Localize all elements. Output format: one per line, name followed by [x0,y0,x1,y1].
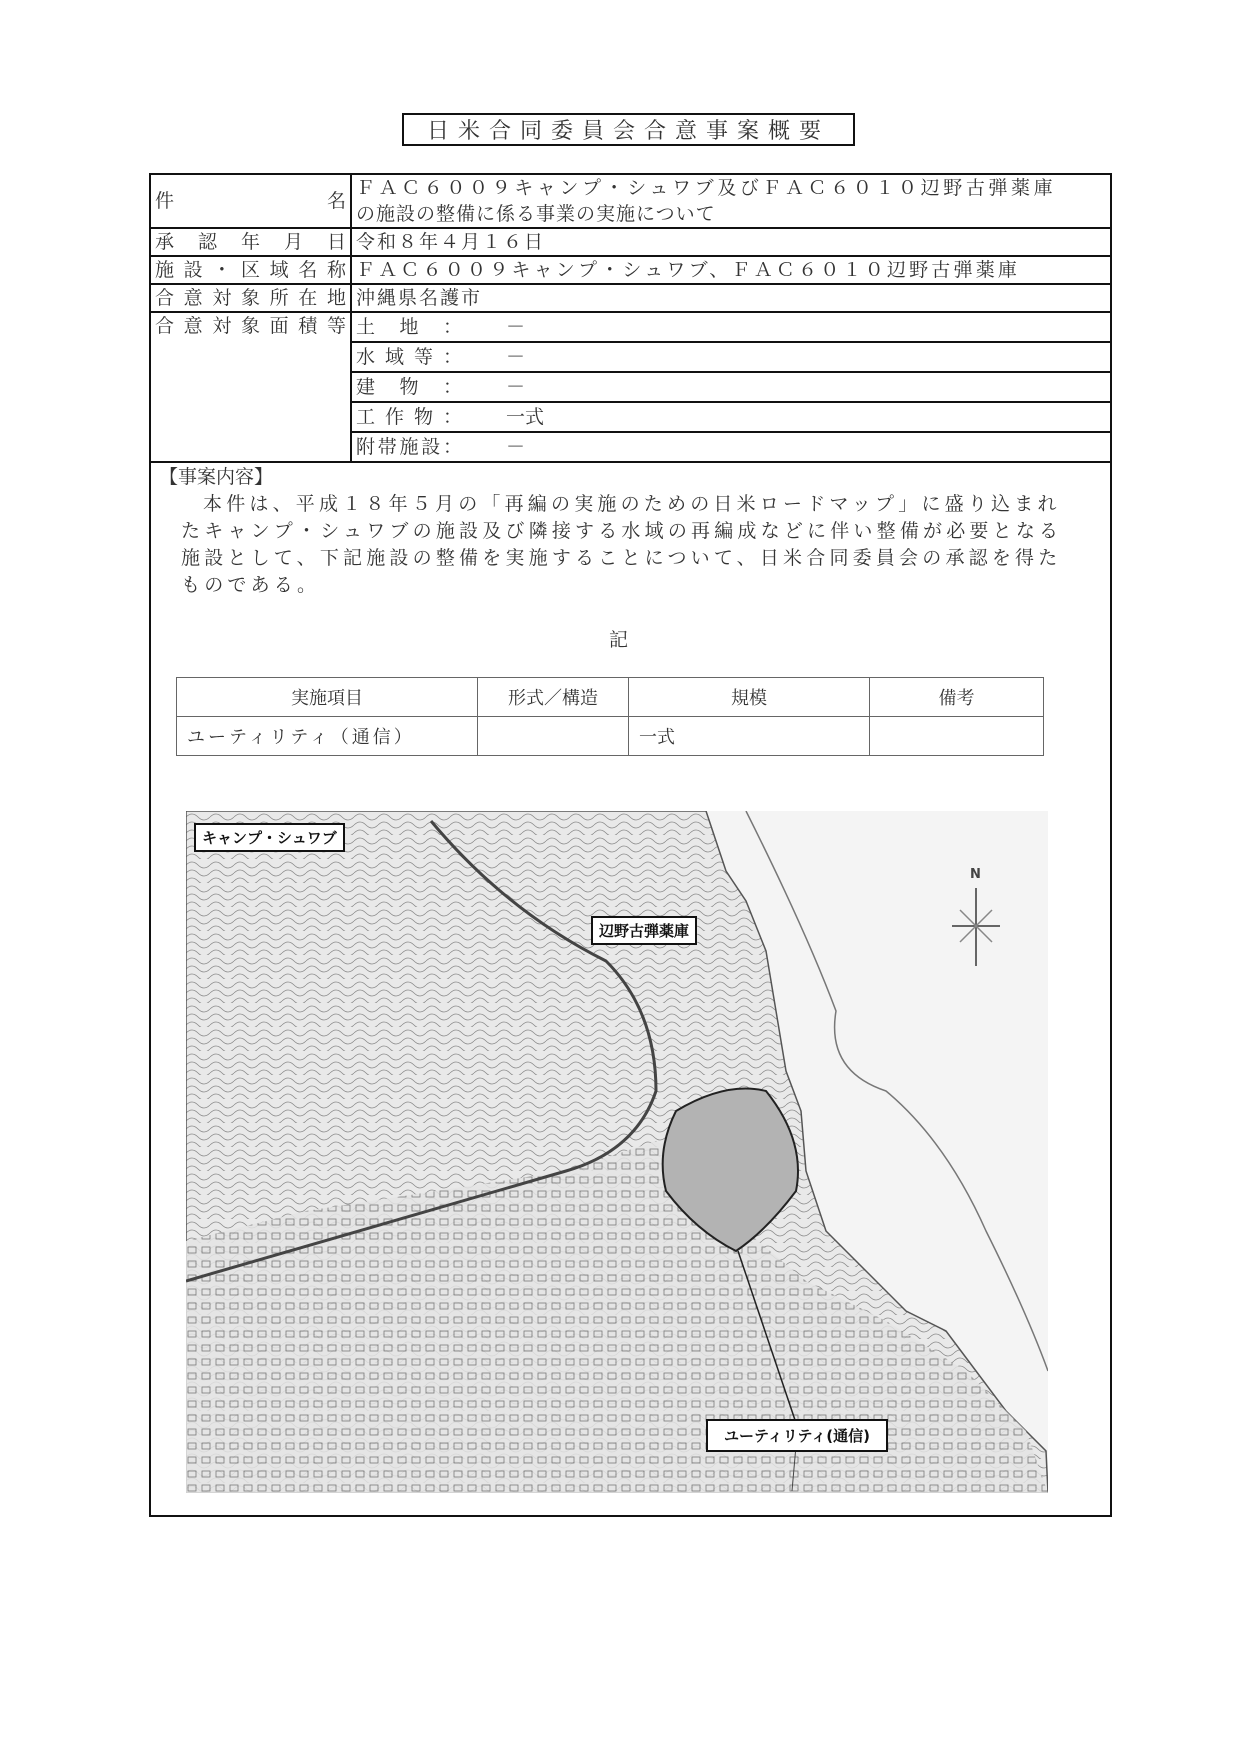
cell-item: ユーティリティ（通信） [177,717,478,756]
col-header-scale: 規模 [629,678,870,717]
area-subrow [352,403,1110,433]
label-char: 設 [183,259,203,281]
approval-date-row [151,228,1110,256]
area-subrow-value: － [506,436,526,458]
content-heading: 【事案内容】 [159,466,274,488]
label-char: 地 [326,287,346,309]
label-char: 合 [155,315,175,337]
label-char: 合 [155,287,175,309]
content-paragraph: 本件は、平成１８年５月の「再編の実施のための日米ロードマップ」に盛り込まれたキャンプ・シュワブの施設及び隣接する水域の再編成などに伴い整備が必要となる施設として、下記施設の整備を実施することについて、日米合同委員会の承認を得たものである。 [181,493,1063,596]
area-subrow [352,433,1110,461]
summary-frame [149,173,1112,1517]
label-char: 区 [240,259,260,281]
area-subrow-value: 一式 [506,406,545,428]
cell-scale: 一式 [629,717,870,756]
approval-date-value: 令和８年４月１６日 [351,228,1110,256]
area-subrow-value: － [506,316,526,338]
table-row [177,717,1044,756]
label-henoko-ammo: 辺野古弾薬庫 [591,916,697,945]
area-subrow-label: 土 地 ： [356,316,462,338]
subject-row [151,175,1110,228]
facility-name-label-text [155,257,346,283]
label-char: 日 [326,231,346,253]
label-char: 所 [269,287,289,309]
approval-date-label [151,228,351,256]
area-subrow [352,313,1110,343]
cell-remarks [870,717,1044,756]
label-char: 象 [240,287,260,309]
location-label-text [155,285,346,311]
label-char: 面 [269,315,289,337]
col-header-item: 実施項目 [177,678,478,717]
area-subrow-value: － [506,376,526,398]
col-header-form: 形式／構造 [478,678,629,717]
label-camp-schwab: キャンプ・シュワブ [194,823,345,852]
compass-north-label: N [970,867,981,882]
items-table [176,677,1044,756]
site-map [186,811,1048,1493]
header-table [151,175,1110,463]
col-header-remarks: 備考 [870,678,1044,717]
area-subrow-label: 水 域 等 ： [356,346,462,368]
area-subrow [352,373,1110,403]
label-char: 月 [283,231,303,253]
label-char: 在 [298,287,318,309]
label-char: 承 [155,231,175,253]
location-value: 沖縄県名護市 [351,284,1110,312]
facility-name-value: ＦＡＣ６００９キャンプ・シュワブ、ＦＡＣ６０１０辺野古弾薬庫 [351,256,1110,284]
label-char: 対 [212,315,232,337]
area-subrow [352,343,1110,373]
facility-name-row [151,256,1110,284]
label-char: 積 [298,315,318,337]
north-arrow-icon [952,888,1000,966]
label-char: 域 [269,259,289,281]
area-subrow-value: － [506,346,526,368]
document-title: 日米合同委員会合意事案概要 [402,113,855,146]
label-char: 意 [183,287,203,309]
label-char: 象 [240,315,260,337]
label-char: 名 [298,259,318,281]
label-char: 施 [155,259,175,281]
label-char: 年 [240,231,260,253]
area-values [351,312,1110,462]
facility-name-label [151,256,351,284]
label-char: 称 [326,259,346,281]
location-row [151,284,1110,312]
ki-marker: 記 [609,629,629,651]
case-content [159,465,1099,599]
approval-date-label-text [155,229,346,255]
label-utility: ユーティリティ(通信) [706,1419,888,1452]
label-char: 等 [326,315,346,337]
location-label [151,284,351,312]
label-char: 対 [212,287,232,309]
area-subrow-label: 附 帯 施 設 ： [356,436,462,458]
subject-label: 件 名 [151,175,351,228]
area-subrow-label: 工 作 物 ： [356,406,462,428]
area-subrow-label: 建 物 ： [356,376,462,398]
map-graphic [186,811,1048,1493]
area-label-text [155,313,346,339]
area-label [151,312,351,462]
subject-value: ＦＡＣ６００９キャンプ・シュワブ及びＦＡＣ６０１０辺野古弾薬庫 の施設の整備に係る事業の実施について [351,175,1110,228]
cell-form [478,717,629,756]
label-char: ・ [212,259,232,281]
items-header-row [177,678,1044,717]
label-char: 意 [183,315,203,337]
label-char: 認 [197,231,217,253]
area-row [151,312,1110,462]
